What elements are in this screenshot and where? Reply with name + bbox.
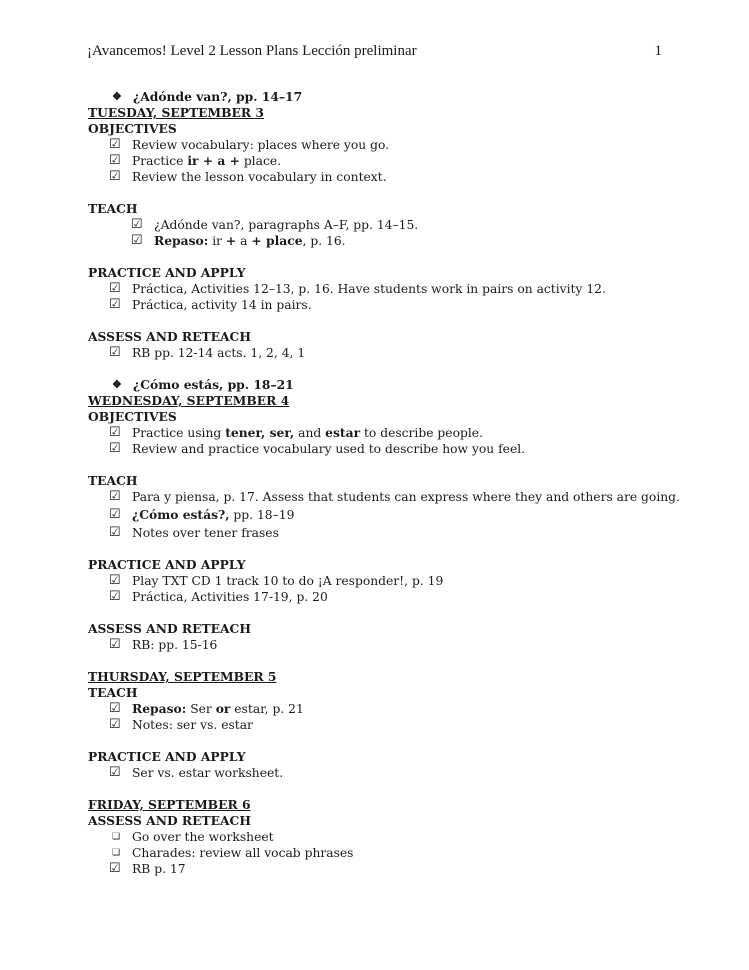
list-item-text: Review the lesson vocabulary in context. (132, 170, 387, 184)
list-item-text: pp. 18–19 (229, 508, 295, 522)
document-title: ¡Avancemos! Level 2 Lesson Plans Lección preliminar (87, 43, 417, 59)
list-item-text: and (294, 426, 326, 440)
list-item-text: Practice using (132, 426, 226, 440)
topic-heading (88, 377, 688, 393)
list-item-text: Go over the worksheet (132, 830, 274, 844)
list-item-text: RB pp. 12-14 acts. 1, 2, 4, 1 (132, 346, 306, 360)
list-item-text: Review and practice vocabulary used to describe how you feel. (132, 442, 526, 456)
checkbox-checked-icon: ☑ (109, 701, 121, 716)
diamond-bullet-icon: ❖ (112, 378, 122, 391)
list-item (88, 845, 688, 861)
checkbox-checked-icon: ☑ (109, 765, 121, 780)
list-item-bold: Repaso: (154, 233, 209, 248)
assess-heading: ASSESS AND RETEACH (88, 621, 251, 636)
list-item-text: , p. 16. (302, 234, 346, 248)
list-item (88, 169, 688, 185)
checkbox-checked-icon: ☑ (109, 717, 121, 732)
list-item-text: Práctica, activity 14 in pairs. (132, 298, 312, 312)
list-item-text: ir (208, 234, 226, 248)
list-item-text: Ser (186, 702, 216, 716)
list-item-bold: or (215, 701, 231, 716)
list-item-bold: ¿Cómo estás?, (132, 507, 230, 522)
topic-title: ¿Adónde van?, pp. 14–17 (133, 89, 303, 104)
list-item (88, 425, 688, 441)
teach-heading: TEACH (88, 685, 138, 700)
list-item-bold: tener, ser, (225, 425, 295, 440)
list-item (88, 861, 688, 877)
list-item (88, 441, 688, 457)
checkbox-checked-icon: ☑ (131, 233, 143, 248)
list-item-text: Práctica, Activities 17-19, p. 20 (132, 590, 328, 604)
list-item-text: a (236, 234, 252, 248)
page-number: 1 (654, 43, 662, 59)
checkbox-checked-icon: ☑ (131, 217, 143, 232)
list-item (88, 765, 688, 781)
date-heading: THURSDAY, SEPTEMBER 5 (88, 669, 277, 684)
practice-heading: PRACTICE AND APPLY (88, 749, 246, 764)
list-item-text: RB: pp. 15-16 (132, 638, 218, 652)
checkbox-checked-icon: ☑ (109, 441, 121, 456)
list-item (88, 217, 688, 233)
checkbox-checked-icon: ☑ (109, 489, 121, 504)
list-item-text: Para y piensa, p. 17. Assess that students can express where they and others are going. (132, 490, 680, 504)
list-item-text: Charades: review all vocab phrases (132, 846, 354, 860)
list-item (88, 137, 688, 153)
checkbox-empty-icon: ❑ (112, 848, 121, 858)
topic-title: ¿Cómo estás, pp. 18–21 (133, 377, 294, 392)
page-header (87, 43, 662, 63)
list-item-text: Ser vs. estar worksheet. (132, 766, 284, 780)
list-item-text: Practice (132, 154, 188, 168)
list-item-text: Práctica, Activities 12–13, p. 16. Have students work in pairs on activity 12. (132, 282, 606, 296)
list-item (88, 281, 688, 297)
list-item-bold: + (225, 233, 237, 248)
objectives-heading: OBJECTIVES (88, 409, 177, 424)
checkbox-checked-icon: ☑ (109, 589, 121, 604)
list-item-bold: estar (325, 425, 361, 440)
checkbox-checked-icon: ☑ (109, 169, 121, 184)
list-item-text: to describe people. (360, 426, 483, 440)
checkbox-checked-icon: ☑ (109, 637, 121, 652)
list-item-bold: + place (251, 233, 303, 248)
checkbox-checked-icon: ☑ (109, 425, 121, 440)
checkbox-empty-icon: ❑ (112, 832, 121, 842)
list-item-text: Notes: ser vs. estar (132, 718, 253, 732)
list-item (88, 505, 688, 525)
assess-heading: ASSESS AND RETEACH (88, 813, 251, 828)
list-item-text: RB p. 17 (132, 862, 186, 876)
list-item (88, 829, 688, 845)
list-item (88, 701, 688, 717)
checkbox-checked-icon: ☑ (109, 507, 121, 522)
teach-heading: TEACH (88, 201, 138, 216)
checkbox-checked-icon: ☑ (109, 297, 121, 312)
date-heading: FRIDAY, SEPTEMBER 6 (88, 797, 251, 812)
list-item (88, 525, 688, 541)
list-item-text: ¿Adónde van?, paragraphs A–F, pp. 14–15. (154, 218, 419, 232)
assess-heading: ASSESS AND RETEACH (88, 329, 251, 344)
topic-heading (88, 89, 688, 105)
list-item-text: place. (239, 154, 282, 168)
lesson-plan-body (88, 89, 688, 877)
list-item (88, 589, 688, 605)
checkbox-checked-icon: ☑ (109, 525, 121, 540)
date-heading: WEDNESDAY, SEPTEMBER 4 (88, 393, 290, 408)
list-item (88, 233, 688, 249)
practice-heading: PRACTICE AND APPLY (88, 557, 246, 572)
list-item (88, 153, 688, 169)
list-item (88, 345, 688, 361)
checkbox-checked-icon: ☑ (109, 861, 121, 876)
date-heading: TUESDAY, SEPTEMBER 3 (88, 105, 264, 120)
list-item (88, 489, 688, 505)
checkbox-checked-icon: ☑ (109, 573, 121, 588)
checkbox-checked-icon: ☑ (109, 281, 121, 296)
objectives-heading: OBJECTIVES (88, 121, 177, 136)
list-item (88, 717, 688, 733)
list-item-bold: ir + a + (187, 153, 240, 168)
list-item-text: Review vocabulary: places where you go. (132, 138, 390, 152)
list-item (88, 637, 688, 653)
checkbox-checked-icon: ☑ (109, 137, 121, 152)
practice-heading: PRACTICE AND APPLY (88, 265, 246, 280)
checkbox-checked-icon: ☑ (109, 345, 121, 360)
list-item-text: Notes over tener frases (132, 526, 279, 540)
teach-heading: TEACH (88, 473, 138, 488)
list-item (88, 297, 688, 313)
list-item-bold: Repaso: (132, 701, 187, 716)
diamond-bullet-icon: ❖ (112, 90, 122, 103)
list-item-text: estar, p. 21 (230, 702, 304, 716)
list-item (88, 573, 688, 589)
checkbox-checked-icon: ☑ (109, 153, 121, 168)
list-item-text: Play TXT CD 1 track 10 to do ¡A responder!, p. 19 (132, 574, 444, 588)
